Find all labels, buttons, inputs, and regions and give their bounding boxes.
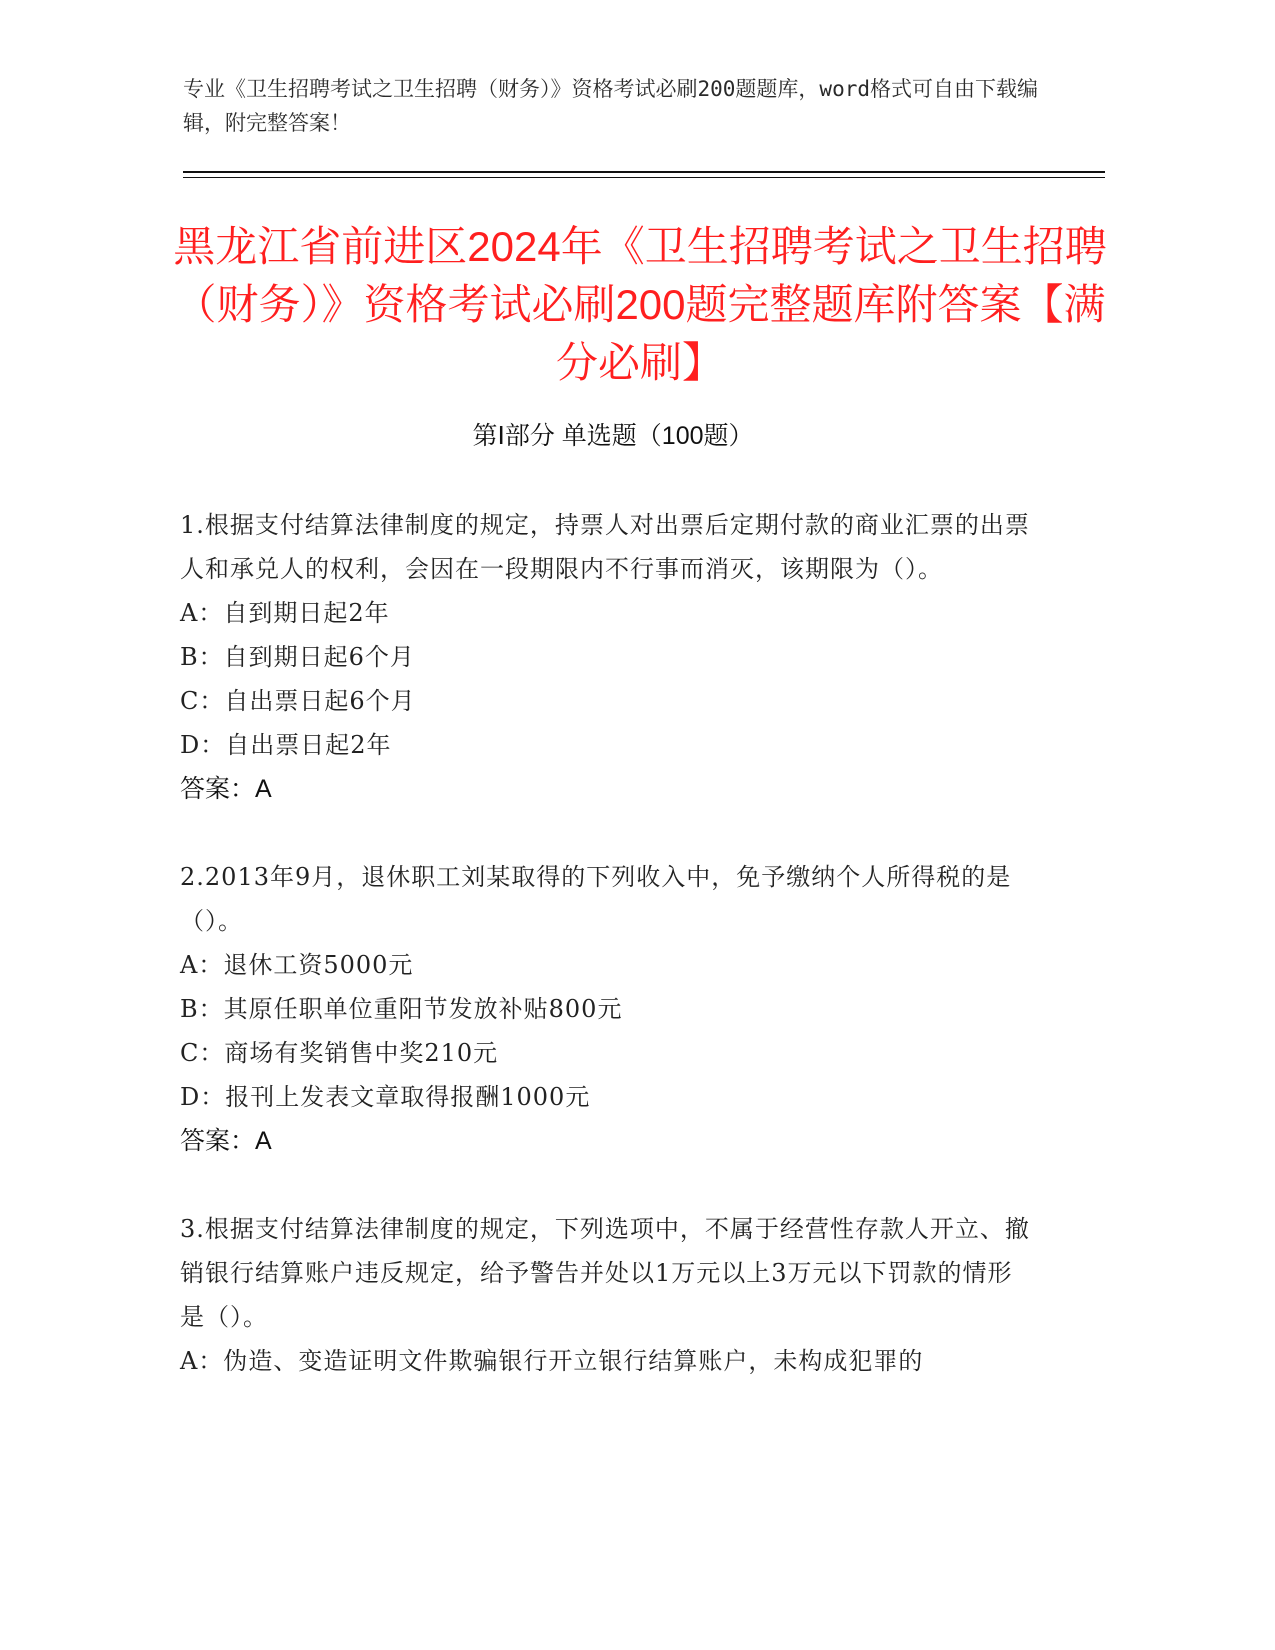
- question-3: [180, 1207, 1030, 1383]
- option-b: B：其原任职单位重阳节发放补贴800元: [180, 995, 623, 1023]
- question-2: [180, 855, 1030, 1163]
- option-a: A：伪造、变造证明文件欺骗银行开立银行结算账户，未构成犯罪的: [180, 1347, 924, 1375]
- option-b: B：自到期日起6个月: [180, 643, 415, 671]
- header-divider-thick: [183, 171, 1105, 173]
- question-1: [180, 503, 1030, 811]
- option-c: C：商场有奖销售中奖210元: [180, 1039, 499, 1067]
- answer-line: 答案：A: [180, 775, 272, 803]
- question-stem: 1.根据支付结算法律制度的规定，持票人对出票后定期付款的商业汇票的出票人和承兑人的权利，会因在一段期限内不行事而消灭，该期限为（）。: [180, 511, 1030, 583]
- question-stem: 2.2013年9月，退休职工刘某取得的下列收入中，免予缴纳个人所得税的是（）。: [180, 863, 1012, 935]
- option-d: D：报刊上发表文章取得报酬1000元: [180, 1083, 591, 1111]
- header-note: 专业《卫生招聘考试之卫生招聘（财务）》资格考试必刷200题题库，word格式可自由下载编辑，附完整答案！: [183, 77, 1038, 135]
- option-c: C：自出票日起6个月: [180, 687, 416, 715]
- option-d: D：自出票日起2年: [180, 731, 392, 759]
- document-title: 黑龙江省前进区2024年《卫生招聘考试之卫生招聘（财务）》资格考试必刷200题完整题库附答案【满分必刷】: [173, 223, 1107, 386]
- section-heading: 第Ⅰ部分 单选题（100题）: [472, 422, 754, 450]
- answer-line: 答案：A: [180, 1127, 272, 1155]
- question-list: [180, 503, 1030, 1427]
- option-a: A：自到期日起2年: [180, 599, 390, 627]
- option-a: A：退休工资5000元: [180, 951, 414, 979]
- header-divider-thin: [183, 177, 1105, 178]
- question-stem: 3.根据支付结算法律制度的规定，下列选项中，不属于经营性存款人开立、撤销银行结算账户违反规定，给予警告并处以1万元以上3万元以下罚款的情形是（）。: [180, 1215, 1030, 1331]
